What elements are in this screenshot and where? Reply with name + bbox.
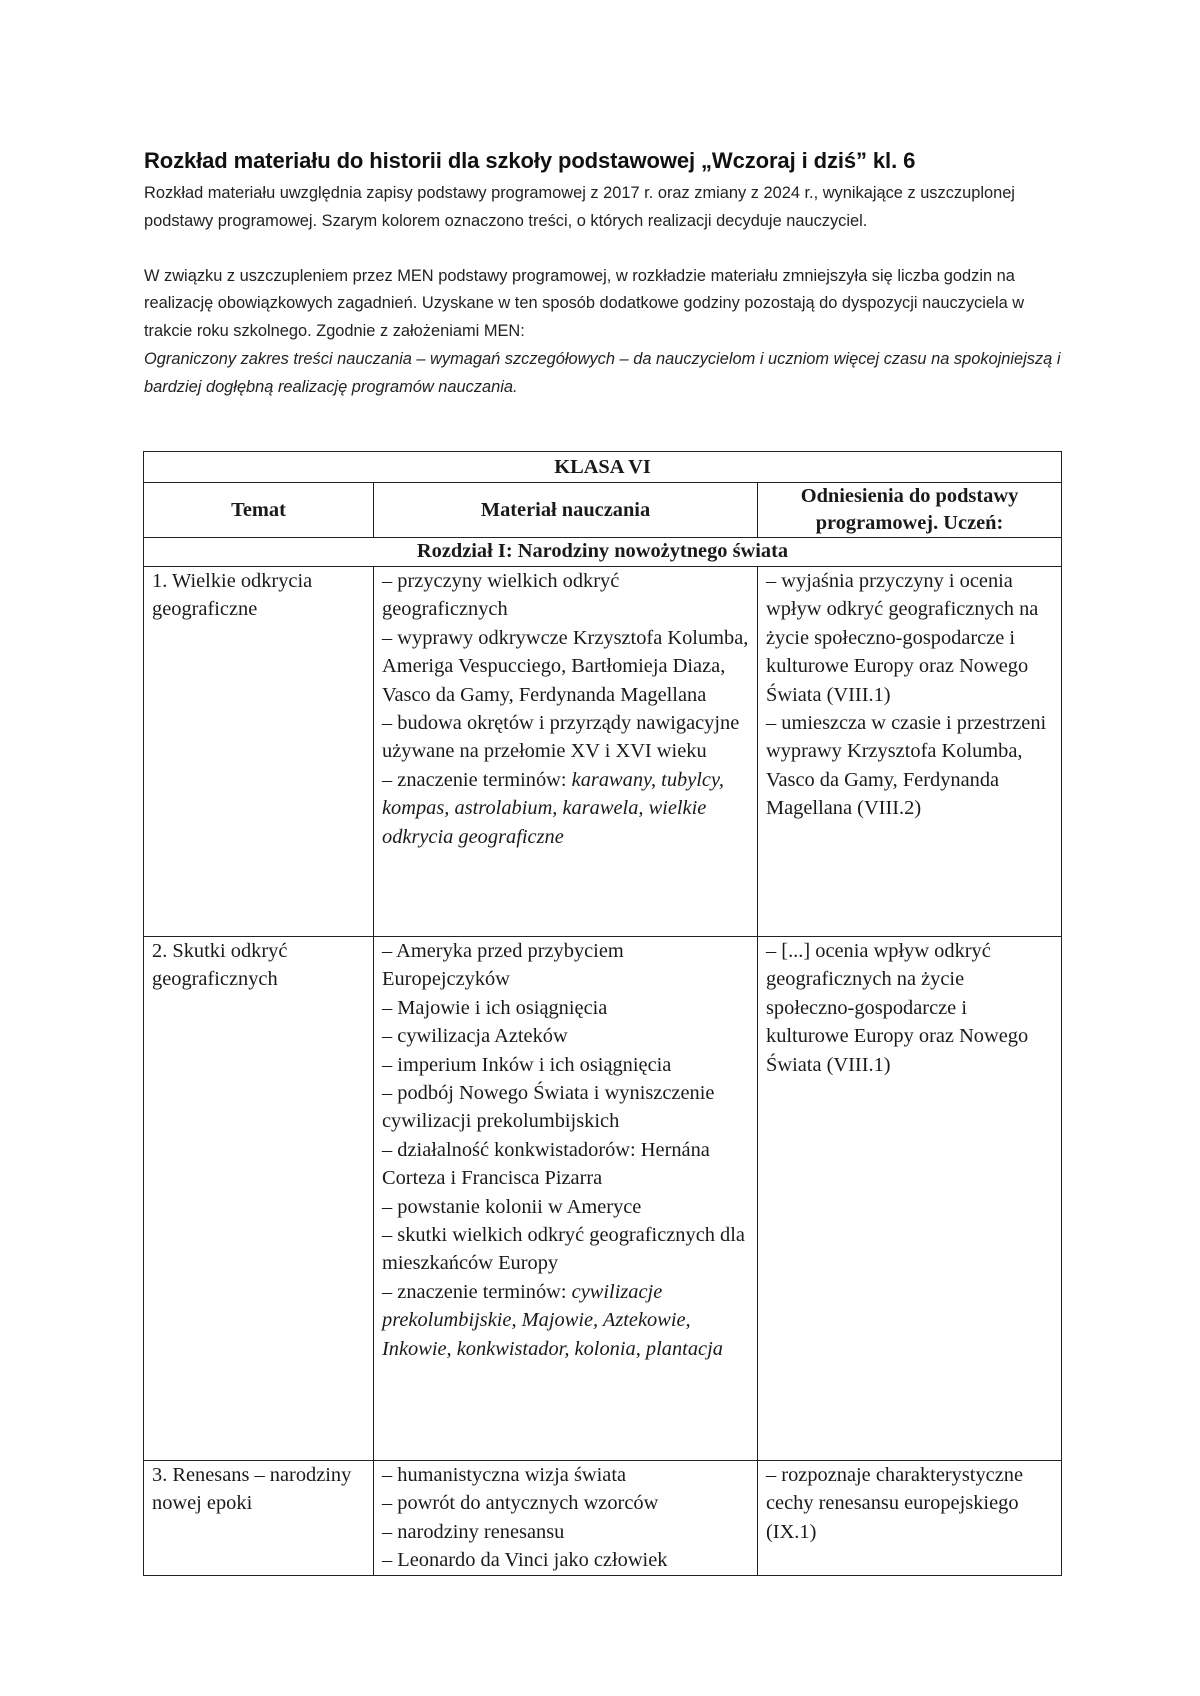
class-header: KLASA VI [144,452,1062,483]
topic-cell: 3. Renesans – narodziny nowej epoki [144,1461,374,1576]
material-terms-item [382,1278,749,1363]
material-item: – narodziny renesansu [382,1520,565,1543]
document-title: Rozkład materiału do historii dla szkoły podstawowej „Wczoraj i dziś” kl. 6 [144,148,916,173]
class-header-row [144,452,1062,483]
material-item: – Majowie i ich osiągnięcia [382,996,608,1019]
material-item: – podbój Nowego Świata i wyniszczenie cywilizacji prekolumbijskich [382,1082,715,1133]
intro-quote: Ograniczony zakres treści nauczania – wymagań szczegółowych – da nauczycielom i uczniom więcej czasu na spokojniejszą i bardziej dogłębną realizację programów nauczania. [144,349,1061,396]
reference-item: – [...] ocenia wpływ odkryć geograficznych na życie społeczno-gospodarcze i kulturowe Europy oraz Nowego Świata (VIII.1) [766,940,1029,1076]
intro-paragraph-2-text: W związku z uszczupleniem przez MEN podstawy programowej, w rozkładzie materiału zmniejszyła się liczba godzin na realizację obowiązkowych zagadnień. Uzyskane w ten sposób dodatkowe godziny pozostają do dyspozycji nauczyciela w trakcie roku szkolnego. Zgodnie z założeniami MEN: [144,266,1025,341]
reference-item: – wyjaśnia przyczyny i ocenia wpływ odkryć geograficznych na życie społeczno-gospodarcze i kulturowe Europy oraz Nowego Świata (VIII.1) [766,570,1039,706]
topic-cell: 2. Skutki odkryć geograficznych [144,937,374,1461]
material-cell [374,937,758,1461]
reference-cell [758,567,1062,937]
reference-item: – rozpoznaje charakterystyczne cechy renesansu europejskiego (IX.1) [766,1464,1024,1543]
table-row [144,937,1062,1461]
column-header-topic: Temat [144,483,374,538]
material-item: – Leonardo da Vinci jako człowiek [382,1549,668,1572]
column-header-material: Materiał nauczania [374,483,758,538]
material-item: – Ameryka przed przybyciem Europejczyków [382,940,624,991]
material-item: – powrót do antycznych wzorców [382,1492,659,1515]
material-item: – humanistyczna wizja świata [382,1464,627,1486]
topic-cell: 1. Wielkie odkrycia geograficzne [144,567,374,937]
intro-text [144,180,1074,402]
table-row [144,1461,1062,1576]
column-header-reference: Odniesienia do podstawy programowej. Uczeń: [758,483,1062,538]
material-item: – przyczyny wielkich odkryć geograficznych [382,570,620,621]
material-item: – skutki wielkich odkryć geograficznych dla mieszkańców Europy [382,1224,745,1275]
table-row [144,567,1062,937]
material-terms-item [382,766,749,851]
reference-cell [758,1461,1062,1576]
material-cell [374,1461,758,1576]
terms-list: cywilizacje prekolumbijskie, Majowie, Aztekowie, Inkowie, konkwistador, kolonia, plantacja [382,1280,723,1360]
curriculum-table [143,451,1062,1576]
material-cell [374,567,758,937]
chapter-row [144,538,1062,567]
terms-label: – znaczenie terminów: [382,768,572,791]
terms-label: – znaczenie terminów: [382,1280,572,1303]
material-item: – cywilizacja Azteków [382,1025,568,1048]
column-header-row [144,483,1062,538]
material-item: – imperium Inków i ich osiągnięcia [382,1053,672,1076]
terms-list: karawany, tubylcy, kompas, astrolabium, karawela, wielkie odkrycia geograficzne [382,768,725,848]
material-item: – działalność konkwistadorów: Hernána Corteza i Francisca Pizarra [382,1138,710,1190]
material-item: – wyprawy odkrywcze Krzysztofa Kolumba, Ameriga Vespucciego, Bartłomieja Diaza, Vasco da Gamy, Ferdynanda Magellana [382,626,749,706]
intro-paragraph-2 [144,263,1074,402]
intro-paragraph-1: Rozkład materiału uwzględnia zapisy podstawy programowej z 2017 r. oraz zmiany z 2024 r., wynikające z uszczuplonej podstawy programowej. Szarym kolorem oznaczono treści, o których realizacji decyduje nauczyciel. [144,184,1015,230]
reference-item: – umieszcza w czasie i przestrzeni wyprawy Krzysztofa Kolumba, Vasco da Gamy, Ferdynanda Magellana (VIII.2) [766,712,1047,820]
material-item: – budowa okrętów i przyrządy nawigacyjne używane na przełomie XV i XVI wieku [382,712,740,763]
chapter-title: Rozdział I: Narodziny nowożytnego świata [144,538,1062,567]
material-item: – powstanie kolonii w Ameryce [382,1195,642,1218]
reference-cell [758,937,1062,1461]
